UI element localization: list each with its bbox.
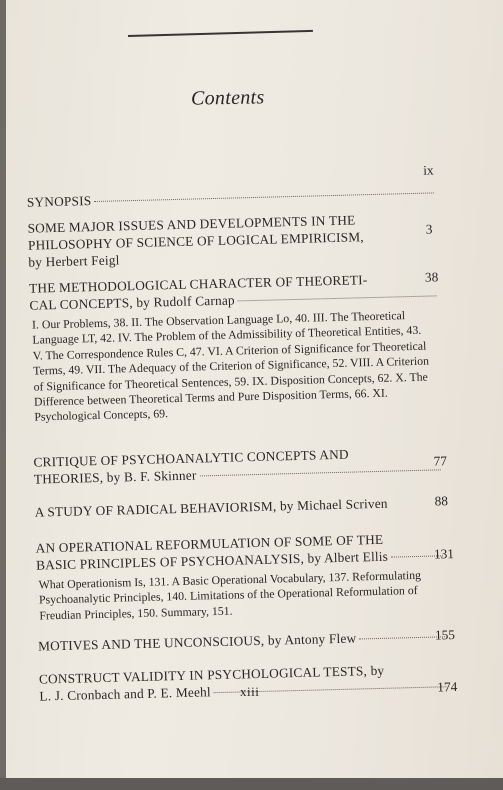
table-of-contents xyxy=(6,0,503,778)
leader-dots xyxy=(94,192,433,202)
book-edge xyxy=(0,778,503,790)
leader-dots xyxy=(199,469,440,476)
entry-author-line: L. J. Cronbach and P. E. Meehl xyxy=(39,684,212,704)
entry-summary: I. Our Problems, 38. II. The Observation Language Lo, 40. III. The Theoretical Language LT, 42. IV. The Problem of the Admissibility of Theoretical Entities, 43. V. The Correspondence Rules C, 47. VI. A Criterion of Significance for Theoretical Terms, 49. VII. The Adequacy of the Criterion of Significance, 52. VIII. A Criterion of Significance for Theoretical Sentences, 59. IX. Disposition Concepts, 62. X. The Difference between Theoretical Terms and Pure Disposition Terms, 66. XI. Psychological Concepts, 69. xyxy=(31,308,430,425)
entry-title-line: BASIC PRINCIPLES OF PSYCHOANALYSIS, by Albert Ellis xyxy=(35,548,389,573)
entry-title-line: CRITIQUE OF PSYCHOANALYTIC CONCEPTS AND xyxy=(33,446,349,470)
entry-title-line: CAL CONCEPTS, by Rudolf Carnap xyxy=(29,292,235,313)
page-number: ix xyxy=(423,162,434,178)
page-title: Contents xyxy=(190,86,265,110)
page-number: 77 xyxy=(433,453,448,469)
entry-title-line: THE METHODOLOGICAL CHARACTER OF THEORETI- xyxy=(28,272,368,296)
leader-dots xyxy=(238,295,437,301)
entry-title-line: MOTIVES AND THE UNCONSCIOUS, by Antony Flew xyxy=(37,630,357,654)
toc-entry-skinner[interactable] xyxy=(33,443,448,487)
book-page xyxy=(6,0,503,778)
page-number: 174 xyxy=(437,679,458,695)
entry-author-line: by Herbert Feigl xyxy=(28,252,120,270)
toc-entry-scriven[interactable] xyxy=(34,493,449,520)
page-number: 131 xyxy=(433,546,455,562)
entry-title-line: CONSTRUCT VALIDITY IN PSYCHOLOGICAL TESTS, by xyxy=(38,662,385,687)
toc-entry-carnap[interactable] xyxy=(29,269,443,425)
entry-title-line: SOME MAJOR ISSUES AND DEVELOPMENTS IN THE xyxy=(27,212,356,236)
toc-entry-synopsis[interactable] xyxy=(26,162,437,210)
toc-entry-feigl[interactable] xyxy=(27,209,438,270)
entry-title-line: THEORIES, by B. F. Skinner xyxy=(33,467,197,487)
entry-title-line: PHILOSOPHY OF SCIENCE OF LOGICAL EMPIRICISM, xyxy=(27,229,364,253)
entry-title-line: AN OPERATIONAL REFORMULATION OF SOME OF THE xyxy=(35,531,384,556)
page-number: 3 xyxy=(425,221,433,237)
entry-summary: What Operationism Is, 131. A Basic Operational Vocabulary, 137. Reformulating Psychoanalytic Principles, 140. Limitations of the Operational Reformulation of Freudian Principles, 150. Summary, 151. xyxy=(38,567,422,623)
entry-title-line: SYNOPSIS xyxy=(26,193,92,210)
page-number: 38 xyxy=(424,269,439,285)
entry-title-line: A STUDY OF RADICAL BEHAVIORISM, by Michael Scriven xyxy=(34,495,388,520)
toc-entry-ellis[interactable] xyxy=(35,529,455,624)
toc-entry-flew[interactable] xyxy=(37,627,456,654)
page-number: 88 xyxy=(434,493,449,509)
page-number: 155 xyxy=(434,627,456,643)
leader-dots xyxy=(359,636,445,639)
page-folio: xiii xyxy=(240,684,260,699)
